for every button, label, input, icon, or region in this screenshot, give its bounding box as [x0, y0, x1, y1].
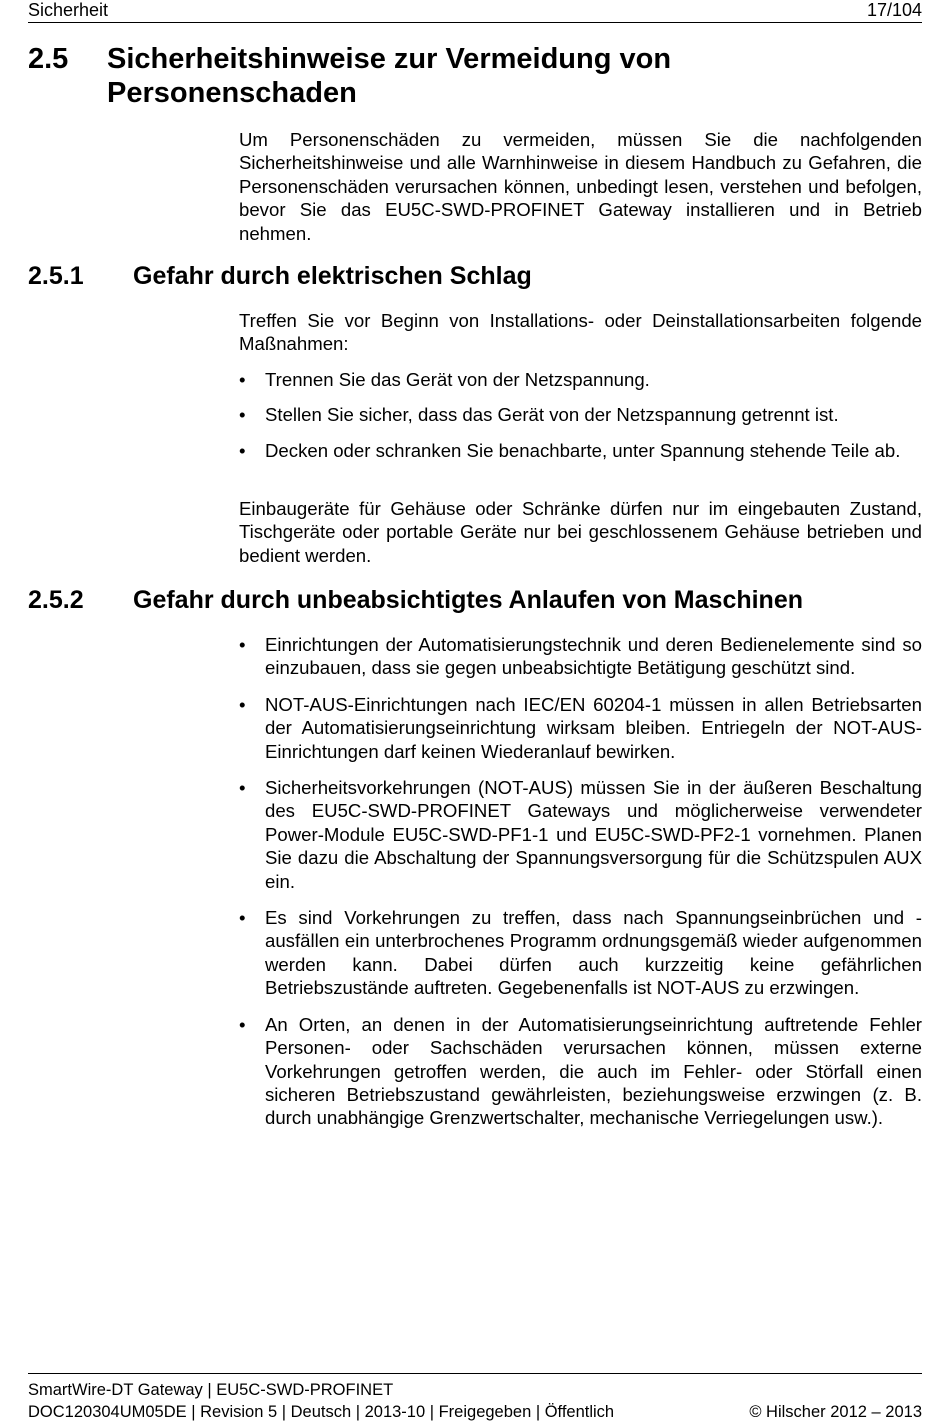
- header-page-number: 17/104: [866, 0, 922, 20]
- list-item: [239, 368, 922, 391]
- list-item-text: NOT-AUS-Einrichtungen nach IEC/EN 60204-1 müssen in allen Betriebsarten der Automatisierungseinrichtung wirksam bleiben. Entriegeln der NOT-AUS-Einrichtungen darf keinen Wiederanlauf bewirken.: [265, 693, 922, 762]
- list-item: [239, 403, 922, 426]
- bullet-icon: •: [239, 1013, 246, 1035]
- heading-number: 2.5.1: [28, 262, 84, 290]
- bullet-icon: •: [239, 777, 246, 799]
- bullet-icon: •: [239, 693, 246, 715]
- list-item-text: Sicherheitsvorkehrungen (NOT-AUS) müssen Sie in der äußeren Beschaltung des EU5C-SWD-PROFINET Gateways und möglicherweise verwendeter Power-Module EU5C-SWD-PF1-1 und EU5C-SWD-PF2-1 vornehmen. Planen Sie dazu die Abschaltung der Spannungsversorgung für die Schützspulen AUX ein.: [265, 777, 922, 892]
- bullet-icon: •: [239, 907, 246, 929]
- section-252-list: [239, 633, 922, 1130]
- list-item: [239, 633, 922, 680]
- list-item-text: Einrichtungen der Automatisierungstechnik und deren Bedienelemente sind so einzubauen, dass sie gegen unbeabsichtigte Betätigung geschützt sind.: [265, 634, 922, 679]
- section-251-intro: Treffen Sie vor Beginn von Installations- oder Deinstallationsarbeiten folgende Maßnahmen:: [239, 310, 922, 355]
- list-item-text: Decken oder schranken Sie benachbarte, unter Spannung stehende Teile ab.: [265, 439, 901, 461]
- bullet-icon: •: [239, 369, 246, 390]
- heading-number: 2.5.2: [28, 586, 84, 614]
- list-item-text: Trennen Sie das Gerät von der Netzspannung.: [265, 369, 650, 390]
- list-item-text: Stellen Sie sicher, dass das Gerät von der Netzspannung getrennt ist.: [265, 404, 839, 426]
- list-item: [239, 906, 922, 1000]
- list-item: [239, 1013, 922, 1130]
- list-item-text: Es sind Vorkehrungen zu treffen, dass nach Spannungseinbrüchen und -ausfällen ein unterbrochenes Programm ordnungsgemäß wieder aufgenommen werden kann. Dabei dürfen auch kurzzeitig keine gefährlichen Betriebszustände auftreten. Gegebenenfalls ist NOT-AUS zu erzwingen.: [265, 907, 922, 999]
- intro-paragraph: Um Personenschäden zu vermeiden, müssen Sie die nachfolgenden Sicherheitshinweise und alle Warnhinweise in diesem Handbuch zu Gefahren, die Personenschäden verursachen können, unbedingt lesen, verstehen und befolgen, bevor Sie das EU5C-SWD-PROFINET Gateway installieren und in Betrieb nehmen.: [239, 129, 922, 244]
- page-header: [28, 0, 922, 23]
- heading-title: Gefahr durch unbeabsichtigtes Anlaufen von Maschinen: [133, 586, 804, 614]
- section-251-list: [239, 368, 922, 462]
- section-251-outro: Einbaugeräte für Gehäuse oder Schränke dürfen nur im eingebauten Zustand, Tischgeräte oder portable Geräte nur bei geschlossenem Gehäuse betrieben und bedient werden.: [239, 498, 922, 566]
- list-item: [239, 776, 922, 893]
- header-section: Sicherheit: [28, 0, 109, 20]
- list-item-text: An Orten, an denen in der Automatisierungseinrichtung auftretende Fehler Personen- oder Sachschäden verursachen können, müssen externe Vorkehrungen getroffen werden, die auch im Fehler- oder Störfall einen sicheren Betriebszustand gewährleisten, beziehungsweise erzwingen (z. B. durch unabhängige Grenzwertschalter, mechanische Verriegelungen usw.).: [265, 1013, 922, 1129]
- list-item: [239, 693, 922, 763]
- bullet-icon: •: [239, 439, 246, 461]
- bullet-icon: •: [239, 634, 246, 655]
- footer-document-info: DOC120304UM05DE | Revision 5 | Deutsch | 2013-10 | Freigegeben | Öffentlich: [28, 1403, 615, 1421]
- footer-copyright: © Hilscher 2012 – 2013: [749, 1403, 922, 1421]
- heading-title: Sicherheitshinweise zur Vermeidung von Personenschaden: [107, 43, 672, 109]
- footer-product: SmartWire-DT Gateway | EU5C-SWD-PROFINET: [28, 1381, 394, 1399]
- page-footer: [28, 1373, 922, 1421]
- heading-number: 2.5: [28, 43, 69, 75]
- bullet-icon: •: [239, 404, 246, 426]
- heading-title: Gefahr durch elektrischen Schlag: [133, 262, 532, 290]
- list-item: [239, 439, 922, 462]
